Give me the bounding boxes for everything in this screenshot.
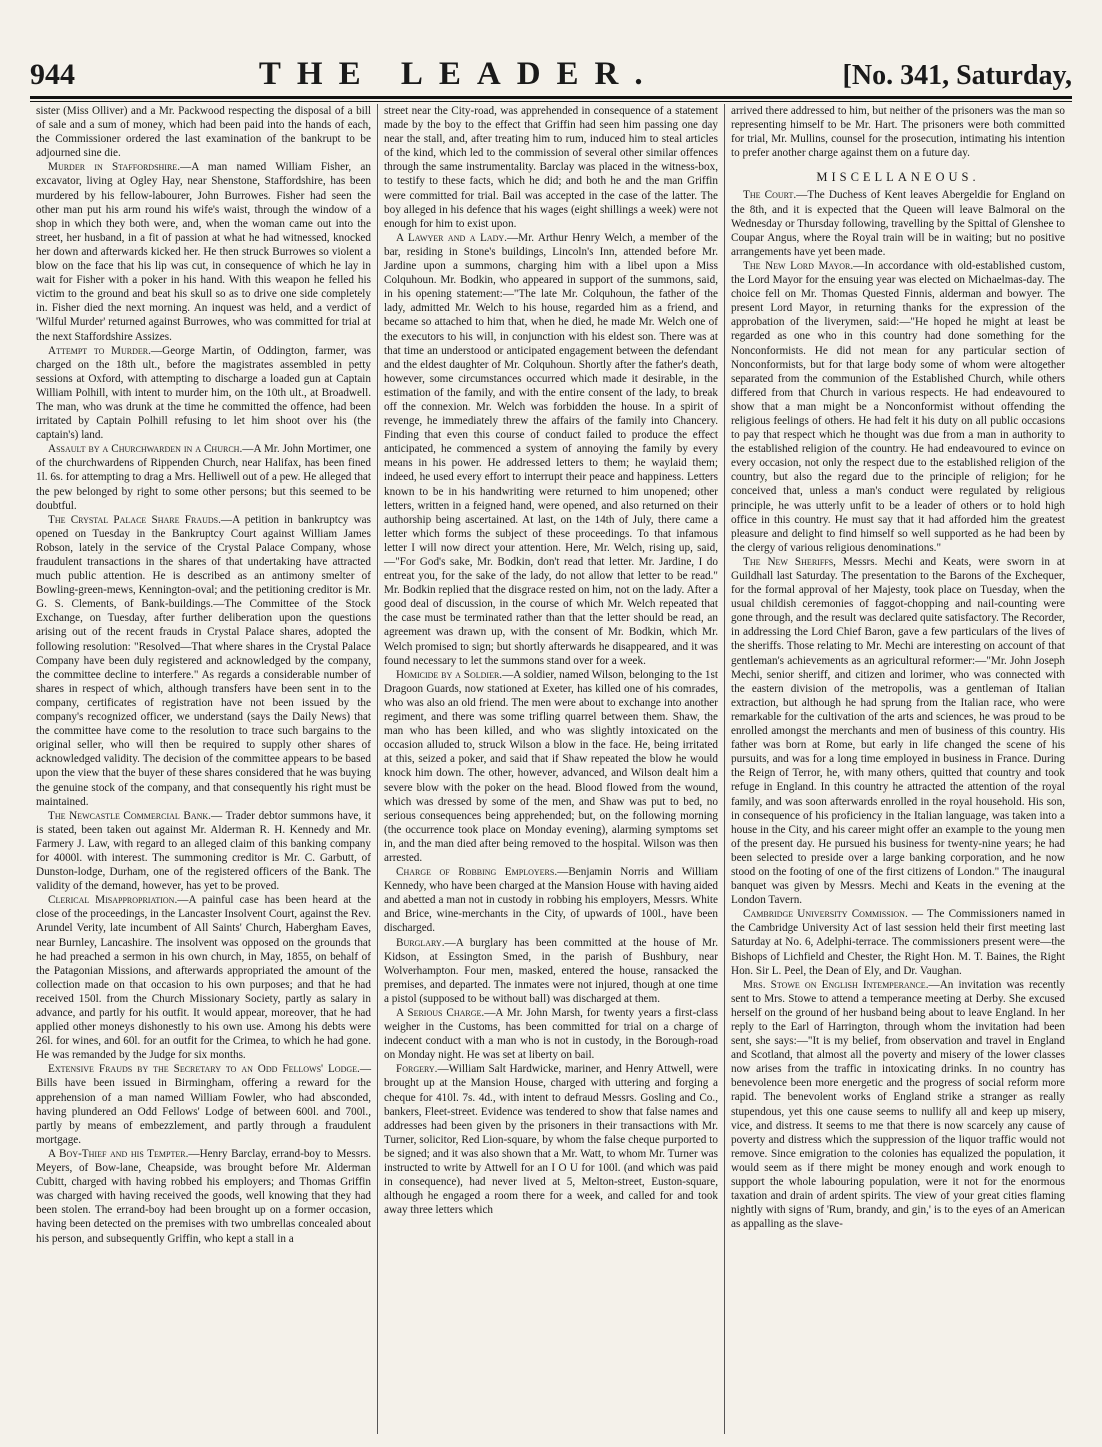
article-lead: The New Sheriffs,: [743, 555, 836, 568]
article-text: —A Mr. John Mortimer, one of the churchwardens of Rippenden Church, near Halifax, has been fined 1l. 6s. for attempting to drag a Mrs. Helliwell out of a pew. He alleged that the pew belonged by right to some other persons; but this seemed to be doubtful.: [36, 443, 372, 512]
article-text: —A painful case has been heard at the close of the proceedings, in the Lancaster Insolvent Court, against the Rev. Arundel Verity, late incumbent of All Saints' Church, Habergham Eaves, near Burnley, Lancashire. The insolvent was opposed on the grounds that he had preached a sermon in his own church, in May, 1855, on behalf of the Patagonian Missions, and afterwards appropriated the amount of the collection made on that occasion to his own purposes; and that he had received 150l. from the Church Missionary Society, partly as salary in advance, and partly for his outfit. It would appear, moreover, that he had applied other moneys dishonestly to his own use. Among his debts were 26l. for wines, and 60l. for an outfit for the Crimea, to which he had gone. He was remanded by the Judge for six months.: [36, 894, 371, 1062]
header-rule-thick: [30, 96, 1072, 99]
article-paragraph: [36, 513, 371, 809]
article-text: —William Salt Hardwicke, mariner, and Henry Attwell, were brought up at the Mansion House, charged with uttering and forging a cheque for 410l. 7s. 4d., with intent to defraud Messrs. Gosling and Co., bankers, Fleet-street. Evidence was tendered to show that false names and addresses had been given by the prisoners in their transactions with Mr. Turner, solicitor, Red Lion-square, by whom the false cheque purported to be signed; and it was also shown that a Mr. Watt, to whom Mr. Turner was instructed to write by Attwell for an I O U for 100l. (and which was paid in consequence), had never lived at 5, Melton-street, Euston-square, although he engaged a room there for a week, and called for and took away three letters which: [384, 1063, 718, 1217]
article-text: arrived there addressed to him, but neither of the prisoners was the man so representing himself to be Mr. Hart. The prisoners were both committed for trial, Mr. Mullins, counsel for the prosecution, intimating his intention to prefer another charge against them on a future day.: [731, 105, 1065, 160]
article-paragraph: [384, 104, 718, 231]
article-lead: Burglary.: [396, 936, 445, 949]
article-paragraph: [36, 442, 371, 512]
article-text: —Mr. Arthur Henry Welch, a member of the bar, residing in Stone's buildings, Lincoln's Inn, attended before Mr. Jardine upon a summons, charging him with a libel upon a Miss Colquhoun. Mr. Bodkin, who appeared in support of the summons, said, in his opening statement:—"The late Mr. Colquhoun, the father of the lady, admitted Mr. Welch to his house, regarded him as a friend, and became so attached to him that, when he died, he made Mr. Welch one of the executors to his will, in conjunction with his eldest son. There was at that time an understood or anticipated engagement between the defendant and the eldest daughter of Mr. Colquhoun. Shortly after the father's death, however, some circumstances occurred which made it desirable, in the estimation of the family, and with the entire consent of the lady, to break off the connexion. Mr. Welch was forbidden the house. In a spirit of revenge, he immediately threw the affairs of the family into Chancery. Finding that even this course of conduct failed to produce the effect anticipated, he commenced a system of annoying the family by every means in his power. He addressed letters to them; he waylaid them; indeed, he used every effort to interrupt their peace and happiness. Letters known to be in his handwriting were returned to him unopened; other letters, written in a feigned hand, were opened, and also returned on their authorship being ascertained. At last, on the 14th of July, there came a letter which forms the subject of these proceedings. To that infamous letter I will now direct your attention. Here, Mr. Welch, rising up, said,—"For God's sake, Mr. Bodkin, don't read that letter. Mr. Jardine, I do entreat you, for the sake of the lady, do not allow that letter to be read." Mr. Bodkin replied that the disgrace rested on him, not on the lady. After a good deal of discussion, in the course of which Mr. Welch repeated that the case must be terminated rather than that the letter should be read, an agreement was drawn up, with the consent of Mr. Bodkin, which Mr. Welch promised to sign; but shortly afterwards he disappeared, and it was found necessary to let the summons stand over for a week.: [384, 231, 719, 667]
article-lead: A Serious Charge.: [396, 1007, 485, 1019]
article-lead: Clerical Misappropriation.: [48, 894, 178, 907]
article-text: —A petition in bankruptcy was opened on Tuesday in the Bankruptcy Court against William James Robson, lately in the service of the Crystal Palace Company, whose fraudulent transactions in the shares of that undertaking have attracted much public attention. He is described as an antimony smelter of Bowling-green-mews, Kennington-oval; and the petitioning creditor is Mr. G. S. Clements, of Bank-buildings.—The Committee of the Stock Exchange, on Tuesday, after further deliberation upon the questions arising out of the recent frauds in Crystal Palace shares, adopted the following resolution: "Resolved—That where shares in the Crystal Palace Company have been duly registered and acknowledged by the company, the committee decline to interfere." As regards a considerable number of shares in respect of which, although transfers have been sent in to the company, certificates of registration have not been issued by the company's recognized officer, we understand (says the Daily News) that the committee have come to the resolution to trace such bargains to the original seller, who will then be required to supply other shares of acknowledged validity. The decision of the committee appears to be based upon the view that the buyer of these shares considered that he was buying the genuine stock of the company, and that consequently his right must be maintained.: [36, 513, 371, 808]
article-lead: Homicide by a Soldier.: [396, 668, 503, 681]
article-paragraph: [36, 160, 371, 343]
article-paragraph: [36, 1147, 371, 1246]
article-text: — Trader debtor summons have, it is stated, been taken out against Mr. Alderman R. H. Kennedy and Mr. Farmery J. Law, with regard to an alleged claim of this banking company for 4000l. with interest. The summoning creditor is Mr. C. Garbutt, of Dunston-lodge, Durham, one of the registered officers of the Bank. The validity of the demand, however, has yet to be proved.: [36, 809, 371, 893]
article-text: sister (Miss Olliver) and a Mr. Packwood respecting the disposal of a bill of sale and a sum of money, which had been paid into the hands of each, the Commissioner ordered the last examination of the bankrupt to be adjourned sine die.: [36, 105, 371, 160]
article-lead: The Newcastle Commercial Bank.: [48, 809, 211, 822]
article-text: —A Mr. John Marsh, for twenty years a first-class weigher in the Customs, has been committed for trial on a charge of indecent conduct with a man who is not in custody, in the Borough-road on Monday night. He was set at liberty on bail.: [384, 1007, 719, 1062]
issue-info: [No. 341, Saturday,: [842, 60, 1072, 91]
article-lead: The New Lord Mayor.: [743, 259, 854, 272]
article-text: —George Martin, of Oddington, farmer, was charged on the 18th ult., before the magistrates assembled in petty sessions at Oxford, with attempting to discharge a loaded gun at Captain William Polhill, with intent to murder him, on the 10th ult., at Broadwell. The man, who was drunk at the time he committed the offence, had been irritated by Captain Polhill refusing to let him shoot over his (the captain's) land.: [36, 344, 371, 442]
article-paragraph: [384, 1006, 718, 1062]
column-middle: [377, 104, 724, 1434]
article-paragraph: [384, 936, 718, 1006]
article-text: street near the City-road, was apprehended in consequence of a statement made by the boy to the effect that Griffin had seen him passing one day near the stall, and, after treating him to rum, induced him to steal articles of the kind, which led to the commission of several other similar offences through the same instrumentality. Barclay was placed in the witness-box, to testify to these facts, which he did; and both he and the man Griffin were committed for trial. Bail was accepted in the case of the latter. The boy alleged in his defence that his wages (eight shillings a week) were not enough for him to exist upon.: [384, 105, 718, 230]
article-lead: Attempt to Murder.: [48, 344, 151, 357]
article-lead: A Boy-Thief and his Tempter.: [48, 1147, 189, 1160]
article-paragraph: [731, 188, 1065, 258]
article-lead: Forgery.: [396, 1063, 438, 1076]
article-paragraph: [731, 259, 1065, 555]
article-paragraph: [384, 668, 718, 865]
article-columns: [30, 104, 1072, 1434]
article-text: Messrs. Mechi and Keats, were sworn in at Guildhall last Saturday. The presentation to the Barons of the Exchequer, for the formal approval of her Majesty, took place on Tuesday, when the usual childish ceremonies of faggot-chopping and nail-counting were gone through, and the result was declared quite satisfactory. The Recorder, in addressing the Lord Chief Baron, gave a few particulars of the lives of the sheriffs. Those relating to Mr. Mechi are interesting on account of that gentleman's achievements as an agricultural reformer:—"Mr. John Joseph Mechi, senior sheriff, and citizen and lorimer, who was connected with the eastern division of the metropolis, was a gentleman of Italian extraction, but although he had sprung from the Italian race, who were remarkable for the cultivation of the arts and sciences, he was proud to be enrolled amongst the merchants and men of business of this country. His father was born at Rome, but early in life changed the scene of his pursuits, and was for a long time employed in business in France. During the Reign of Terror, he, with many others, quitted that country and took refuge in England. In this country he attracted the attention of the royal family, and was soon afterwards enrolled in the royal household. His son, in consequence of his proficiency in the Italian language, was taken into a house in the City, and his career might offer an example to the young men of the present day. He pursued his business for twenty-nine years; he had been selected to preside over a large banking corporation, and he now stood on the footing of one of the first citizens of London." The inaugural banquet was given by Messrs. Mechi and Keats in the evening at the London Tavern.: [731, 555, 1066, 907]
article-paragraph: [731, 907, 1065, 977]
article-text: — The Commissioners named in the Cambridge University Act of last session held their first meeting last Saturday at No. 6, Adelphi-terrace. The commissioners present were—the Bishops of Lichfield and Chester, the Right Hon. M. T. Baines, the Right Hon. Sir L. Peel, the Dean of Ely, and Dr. Vaughan.: [731, 908, 1065, 977]
article-lead: The Crystal Palace Share Frauds.: [48, 513, 221, 526]
article-text: —Bills have been issued in Birmingham, offering a reward for the apprehension of a man named William Fowler, who had absconded, having plundered an Odd Fellows' Lodge of between 600l. and 700l., partly by means of embezzlement, and partly through a fraudulent mortgage.: [36, 1063, 371, 1146]
article-paragraph: [36, 809, 371, 894]
article-paragraph: [36, 1062, 371, 1147]
masthead: [30, 56, 1072, 96]
section-heading: MISCELLANEOUS.: [816, 170, 980, 185]
article-paragraph: [731, 978, 1065, 1232]
column-right: [724, 104, 1071, 1434]
article-text: —A man named William Fisher, an excavator, living at Ogley Hay, near Shenstone, Staffordshire, has been murdered by his fellow-labourer, John Burrowes. Fisher had seen the other man put his arm round his wife's waist, through the window of a shop in which they both were, and, when the woman came out into the street, her husband, in a fit of passion at what he had witnessed, knocked her down and afterwards kicked her. He then struck Burrowes so violent a blow on the face that his lip was cut, in consequence of which he lay in wait for Fisher with a poker in his hand. With this weapon he felled his victim to the ground and beat his skull so as to drive one side completely in. Fisher died the next morning. An inquest was held, and a verdict of 'Wilful Murder' returned against Burrowes, who was committed for trial at the next Staffordshire Assizes.: [36, 161, 371, 343]
article-text: —An invitation was recently sent to Mrs. Stowe to attend a temperance meeting at Derby. She excused herself on the ground of her husband being about to leave England. In her reply to the Earl of Harrington, through whom the invitation had been sent, she says:—"It is my belief, from observation and travel in England and Scotland, that almost all the poverty and misery of the lower classes now arises from the traffic in intoxicating drinks. In no country has benevolence been more energetic and the progress of social reform more rapid. The benevolent works of England strike a stranger as really stupendous, yet this one cause seems to nullify all and keep up misery, vice, and distress. It seems to me that there is now scarcely any cause of poverty and distress which the suppression of the liquor traffic would not remove. Since emigration to the colonies has equalized the population, it would seem as if there might be money enough and work enough to support the whole labouring population, were it not for the enormous taxation and drain of ardent spirits. The view of your great cities flaming nightly with signs of 'Rum, brandy, and gin,' is to the eyes of an American as appalling as the slave-: [731, 978, 1065, 1231]
article-lead: Cambridge University Commission.: [743, 908, 908, 921]
newspaper-title: THE LEADER.: [258, 56, 659, 92]
article-text: —Benjamin Norris and William Kennedy, who have been charged at the Mansion House with having aided and abetted a man not in custody in robbing his employers, Messrs. White and Brice, wine-merchants in the City, of upwards of 100l., have been discharged.: [384, 866, 718, 935]
article-text: —The Duchess of Kent leaves Abergeldie for England on the 8th, and it is expected that the Queen will leave Balmoral on the Wednesday or Thursday following, travelling by the Spittal of Glenshee to Coupar Angus, where the Royal train will be in waiting; but no positive arrangements have yet been made.: [731, 189, 1065, 258]
article-paragraph: [384, 1062, 718, 1217]
article-lead: A Lawyer and a Lady.: [396, 231, 507, 244]
article-paragraph: [731, 104, 1065, 160]
article-lead: Extensive Frauds by the Secretary to an Odd Fellows' Lodge.: [48, 1063, 360, 1076]
article-lead: Charge of Robbing Employers.: [396, 866, 558, 879]
article-paragraph: [36, 344, 371, 443]
article-paragraph: [384, 865, 718, 935]
article-paragraph: [731, 555, 1065, 907]
article-lead: Assault by a Churchwarden in a Church.: [48, 443, 243, 456]
article-paragraph: [384, 231, 718, 668]
header-rule-thin: [30, 101, 1072, 102]
page-number: 944: [30, 58, 75, 91]
article-lead: Murder in Staffordshire.: [48, 161, 180, 174]
column-left: [30, 104, 377, 1434]
article-paragraph: [36, 893, 371, 1062]
article-paragraph: [36, 104, 371, 160]
article-text: —A burglary has been committed at the house of Mr. Kidson, at Essington Smed, in the parish of Bushbury, near Wolverhampton. Four men, masked, entered the house, ransacked the premises, and departed. The inmates were not injured, though at one time a pistol (supposed to be without ball) was discharged at them.: [384, 936, 718, 1005]
article-text: —In accordance with old-established custom, the Lord Mayor for the ensuing year was elected on Michaelmas-day. The choice fell on Mr. Thomas Quested Finnis, alderman and bowyer. The present Lord Mayor, in returning thanks for the expression of the approbation of the liverymen, said:—"He hoped he might at least be regarded as one who in this country had done something for the Nonconformists. He did not mean for any particular section of Nonconformists, but for that large body some of whom were altogether separated from the communion of the Established Church, while others differed from that Church in various respects. He had endeavoured to show that a man might be a Nonconformist without offending the religious feelings of others. He had felt it his duty on all public occasions to pay that respect which he thought was due from a man in authority to the established religion of the country. He had endeavoured to evince on every occasion, not only the respect due to the established religion of the country, but also the regard due to the principle of religion; for he conceived that, unless a man's conduct were regulated by religious principle, he was utterly unfit to be a leader of others or to hold high office in this country. He must say that it had afforded him the greatest pleasure and delight to find himself so well supported as he had been by the clergy of various religious denominations.": [731, 259, 1066, 554]
article-lead: The Court.: [743, 189, 797, 202]
article-text: —A soldier, named Wilson, belonging to the 1st Dragoon Guards, now stationed at Exeter, has killed one of his comrades, who was also an old friend. The men were about to exchange into another regiment, and there was some trifling quarrel between them. Shaw, the man who has been killed, and who was slightly intoxicated on the occasion alluded to, struck Wilson a blow in the face. He, being irritated at this, seized a poker, and said that if Shaw repeated the blow he would knock him down. The other, however, advanced, and Wilson dealt him a severe blow with the poker on the head. Blood flowed from the wound, which was dressed by some of the men, and Shaw was put to bed, no serious consequences being apprehended; but, on the following morning (the occurrence took place on Monday evening), alarming symptoms set in, and the man died after being removed to the hospital. Wilson was then arrested.: [384, 668, 718, 864]
article-lead: Mrs. Stowe on English Intemperance.: [743, 978, 929, 991]
article-text: —Henry Barclay, errand-boy to Messrs. Meyers, of Bow-lane, Cheapside, was brought before Mr. Alderman Cubitt, charged with having robbed his employers; and Thomas Griffin was charged with having received the goods, well knowing that they had been stolen. The errand-boy had been brought up on a former occasion, having been detected on the premises with two umbrellas concealed about his person, and subsequently Griffin, who kept a stall in a: [36, 1147, 371, 1245]
